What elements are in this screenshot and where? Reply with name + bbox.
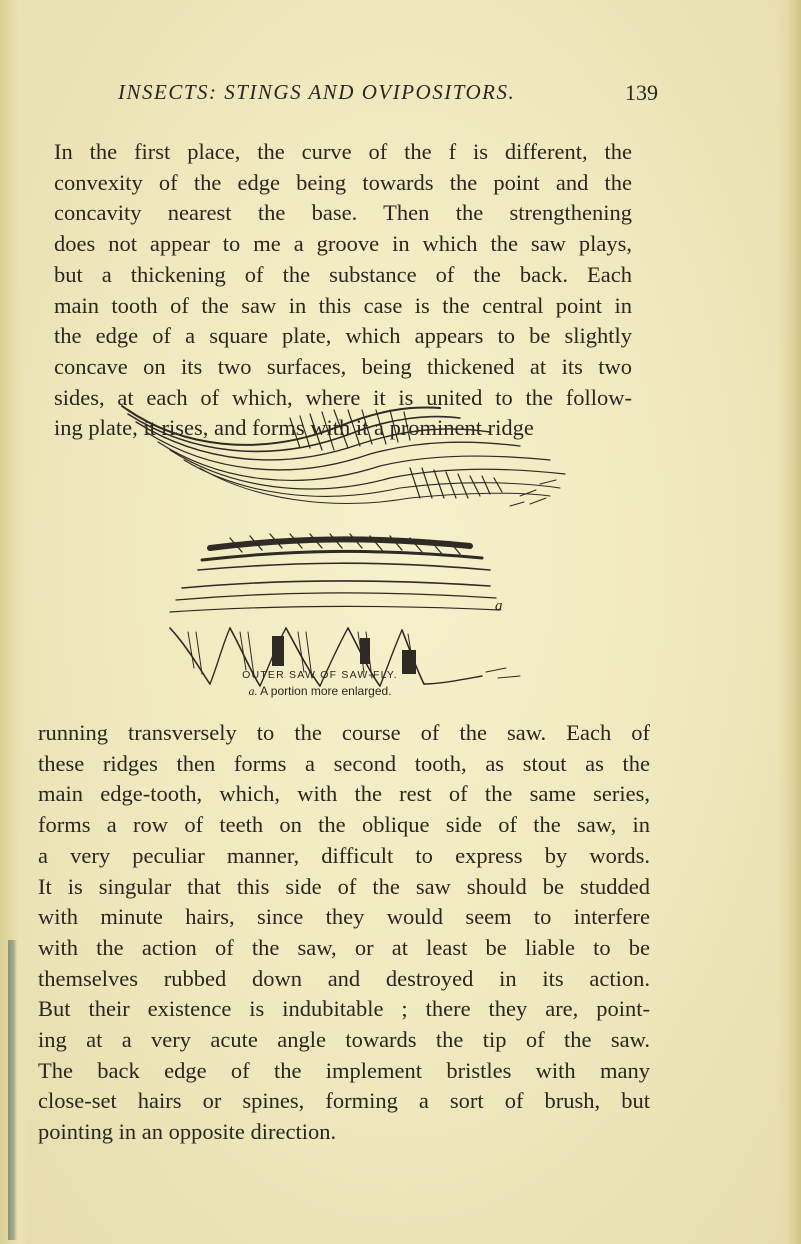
text-line: In the first place, the curve of the f is different, the — [54, 139, 632, 164]
figure-caption — [130, 684, 510, 699]
running-head — [118, 80, 658, 114]
text-line: running transversely to the course of the saw. Each of — [38, 720, 650, 745]
binding-gutter-mark — [8, 940, 17, 1240]
text-line: But their existence is indubitable ; there they are, point- — [38, 996, 650, 1022]
figure-letter-label: a — [495, 598, 503, 614]
text-line: the edge of a square plate, which appears to be slightly — [54, 323, 632, 349]
saw-fly-illustration — [110, 388, 590, 693]
text-line: with minute hairs, since they would seem to interfere — [38, 904, 650, 930]
text-line: pointing in an opposite direction. — [38, 1119, 337, 1145]
paragraph-2 — [38, 718, 650, 1148]
text-line: concave on its two surfaces, being thickened at its two — [54, 353, 632, 379]
text-line: close-set hairs or spines, forming a sort of brush, but — [38, 1088, 650, 1114]
text-line: sides, at each of which, where it is united to the follow- — [54, 384, 632, 410]
text-line: main tooth of the saw in this case is the central point in — [54, 292, 632, 318]
text-line: forms a row of teeth on the oblique side of the saw, in — [38, 812, 650, 838]
running-head-title: INSECTS: STINGS AND OVIPOSITORS. — [118, 80, 516, 104]
text-line: a very peculiar manner, difficult to express by words. — [38, 842, 650, 868]
text-line: main edge-tooth, which, with the rest of the same series, — [38, 781, 650, 807]
figure-caption-text: A portion more enlarged. — [260, 684, 392, 698]
text-line: concavity nearest the base. Then the strengthening — [54, 200, 632, 226]
figure-caption-letter: a. — [248, 684, 258, 698]
page-number: 139 — [625, 80, 658, 105]
text-line: themselves rubbed down and destroyed in its action. — [38, 965, 650, 991]
page-edge-shadow-right — [777, 0, 801, 1244]
text-line: The back edge of the implement bristles with many — [38, 1057, 650, 1083]
text-line: convexity of the edge being towards the point and the — [54, 169, 632, 195]
text-line: It is singular that this side of the saw should be studded — [38, 873, 650, 899]
text-line: does not appear to me a groove in which the saw plays, — [54, 231, 632, 257]
text-line: ing plate, it rises, and forms with it a prominent ridge — [54, 415, 534, 441]
text-line: with the action of the saw, or at least be liable to be — [38, 934, 650, 960]
text-line: ing at a very acute angle towards the tip of the saw. — [38, 1027, 650, 1053]
text-line: but a thickening of the substance of the back. Each — [54, 261, 632, 287]
saw-engraving — [110, 388, 590, 693]
figure-caption-title: OUTER SAW OF SAW-FLY. — [242, 669, 398, 681]
text-line: these ridges then forms a second tooth, as stout as the — [38, 750, 650, 776]
